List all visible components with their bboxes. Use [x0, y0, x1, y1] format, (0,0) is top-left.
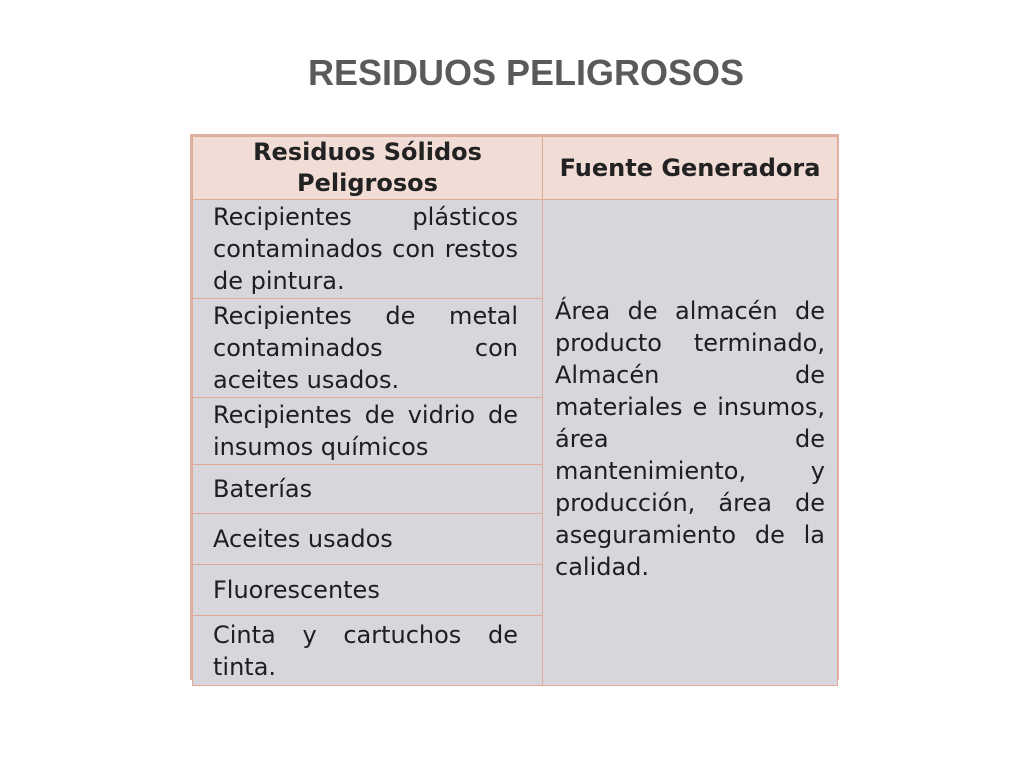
table-header-row — [193, 137, 838, 200]
residue-cell: Fluorescentes — [193, 565, 543, 616]
residue-cell: Recipientes de vidrio de insumos químicos — [193, 398, 543, 465]
residues-table-grid — [192, 136, 838, 686]
table-row — [193, 200, 838, 299]
page-title: RESIDUOS PELIGROSOS — [307, 52, 745, 93]
residue-cell: Recipientes de metal contaminados con aceites usados. — [193, 299, 543, 398]
header-residuos: Residuos Sólidos Peligrosos — [193, 137, 543, 200]
residue-cell: Recipientes plásticos contaminados con restos de pintura. — [193, 200, 543, 299]
source-cell: Área de almacén de producto terminado, Almacén de materiales e insumos, área de mantenimiento, y producción, área de aseguramiento de la calidad. — [543, 200, 838, 686]
header-fuente: Fuente Generadora — [543, 137, 838, 200]
residues-table — [190, 134, 839, 680]
residue-cell: Baterías — [193, 465, 543, 514]
residue-cell: Aceites usados — [193, 514, 543, 565]
residue-cell: Cinta y cartuchos de tinta. — [193, 616, 543, 686]
